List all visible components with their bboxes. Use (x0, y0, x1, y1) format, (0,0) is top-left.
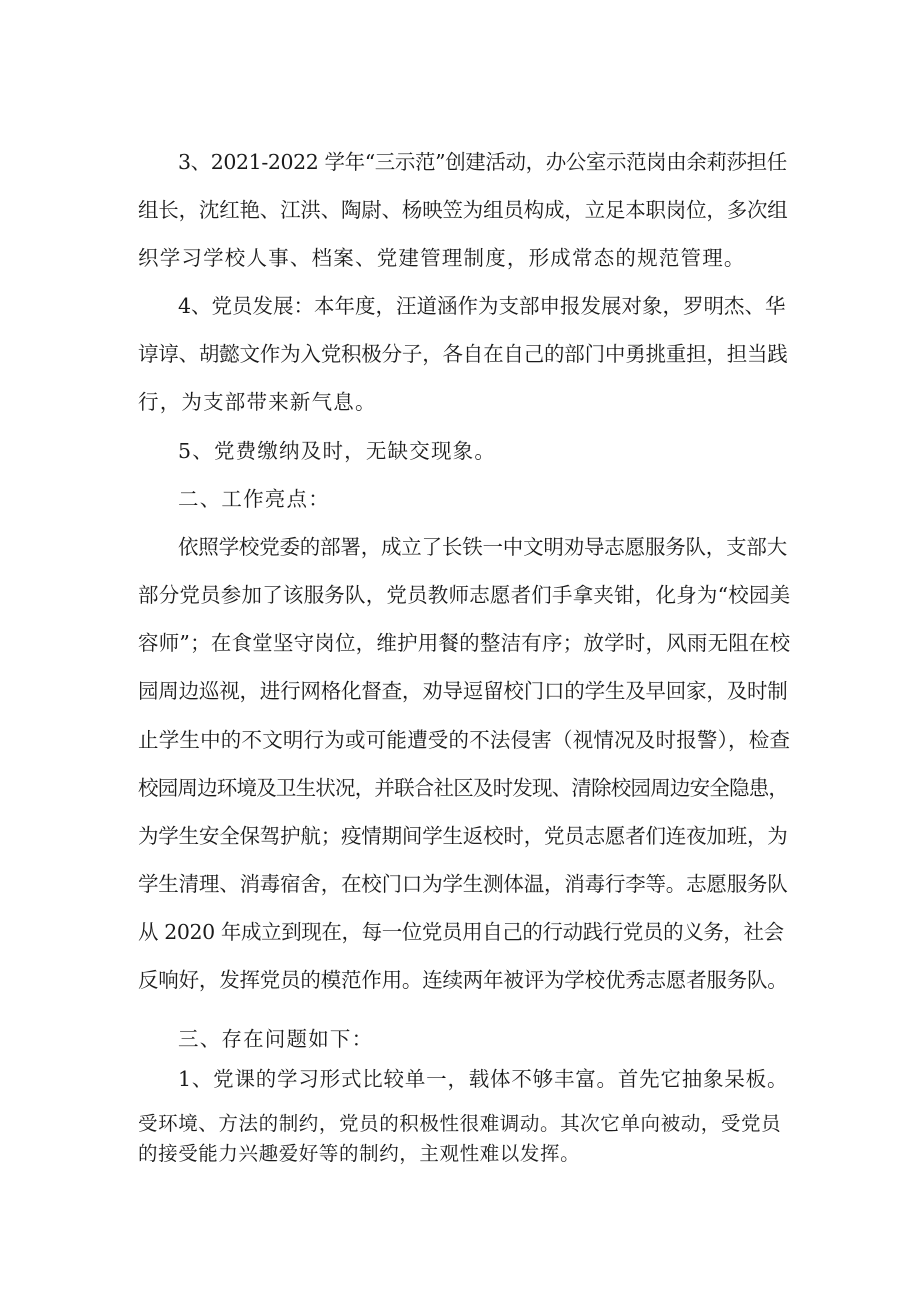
paragraph-item-3-line-1: 3、2021-2022 学年“三示范”创建活动，办公室示范岗由余莉莎担任 (178, 150, 787, 174)
paragraph-item-3-line-3: 织学习学校人事、档案、党建管理制度，形成常态的规范管理。 (138, 246, 746, 270)
paragraph-highlights-line-4: 园周边巡视，进行网格化督查，劝导逗留校门口的学生及早回家，及时制 (138, 679, 788, 703)
paragraph-problem-1-cont-line-2: 的接受能力兴趣爱好等的制约，主观性难以发挥。 (138, 1142, 581, 1165)
section-heading-problems: 三、存在问题如下： (178, 1027, 374, 1051)
paragraph-highlights-line-6: 校园周边环境及卫生状况，并联合社区及时发现、清除校园周边安全隐患， (138, 776, 789, 800)
paragraph-item-5-line-1: 5、党费缴纳及时，无缺交现象。 (178, 439, 497, 463)
paragraph-highlights-line-7: 为学生安全保驾护航；疫情期间学生返校时，党员志愿者们连夜加班，为 (138, 824, 788, 848)
paragraph-highlights-line-3: 容师”；在食堂坚守岗位，维护用餐的整洁有序；放学时，风雨无阻在校 (138, 631, 791, 655)
paragraph-item-3-line-2: 组长，沈红艳、江洪、陶尉、杨映笠为组员构成，立足本职岗位，多次组 (138, 198, 788, 222)
paragraph-problem-1-cont-line-1: 受环境、方法的制约，党员的积极性很难调动。其次它单向被动，受党员 (138, 1112, 782, 1135)
paragraph-highlights-line-8: 学生清理、消毒宿舍，在校门口为学生测体温，消毒行李等。志愿服务队 (138, 872, 788, 896)
paragraph-highlights-line-5: 止学生中的不文明行为或可能遭受的不法侵害（视情况及时报警），检查 (138, 728, 791, 752)
paragraph-highlights-line-9: 从 2020 年成立到现在，每一位党员用自己的行动践行党员的义务，社会 (138, 920, 784, 944)
paragraph-item-4-line-3: 行，为支部带来新气息。 (138, 390, 377, 414)
section-heading-highlights: 二、工作亮点： (178, 487, 330, 511)
paragraph-item-4-line-1: 4、党员发展：本年度，汪道涵作为支部申报发展对象，罗明杰、华 (178, 294, 786, 318)
paragraph-item-4-line-2: 谆谆、胡懿文作为入党积极分子，各自在自己的部门中勇挑重担，担当践 (138, 342, 788, 366)
paragraph-highlights-line-10: 反响好，发挥党员的模范作用。连续两年被评为学校优秀志愿者服务队。 (138, 968, 788, 992)
paragraph-highlights-line-1: 依照学校党委的部署，成立了长铁一中文明劝导志愿服务队，支部大 (178, 535, 787, 559)
paragraph-problem-1-line-1: 1、党课的学习形式比较单一，载体不够丰富。首先它抽象呆板。 (178, 1067, 789, 1091)
paragraph-highlights-line-2: 部分党员参加了该服务队，党员教师志愿者们手拿夹钳，化身为“校园美 (138, 583, 791, 607)
